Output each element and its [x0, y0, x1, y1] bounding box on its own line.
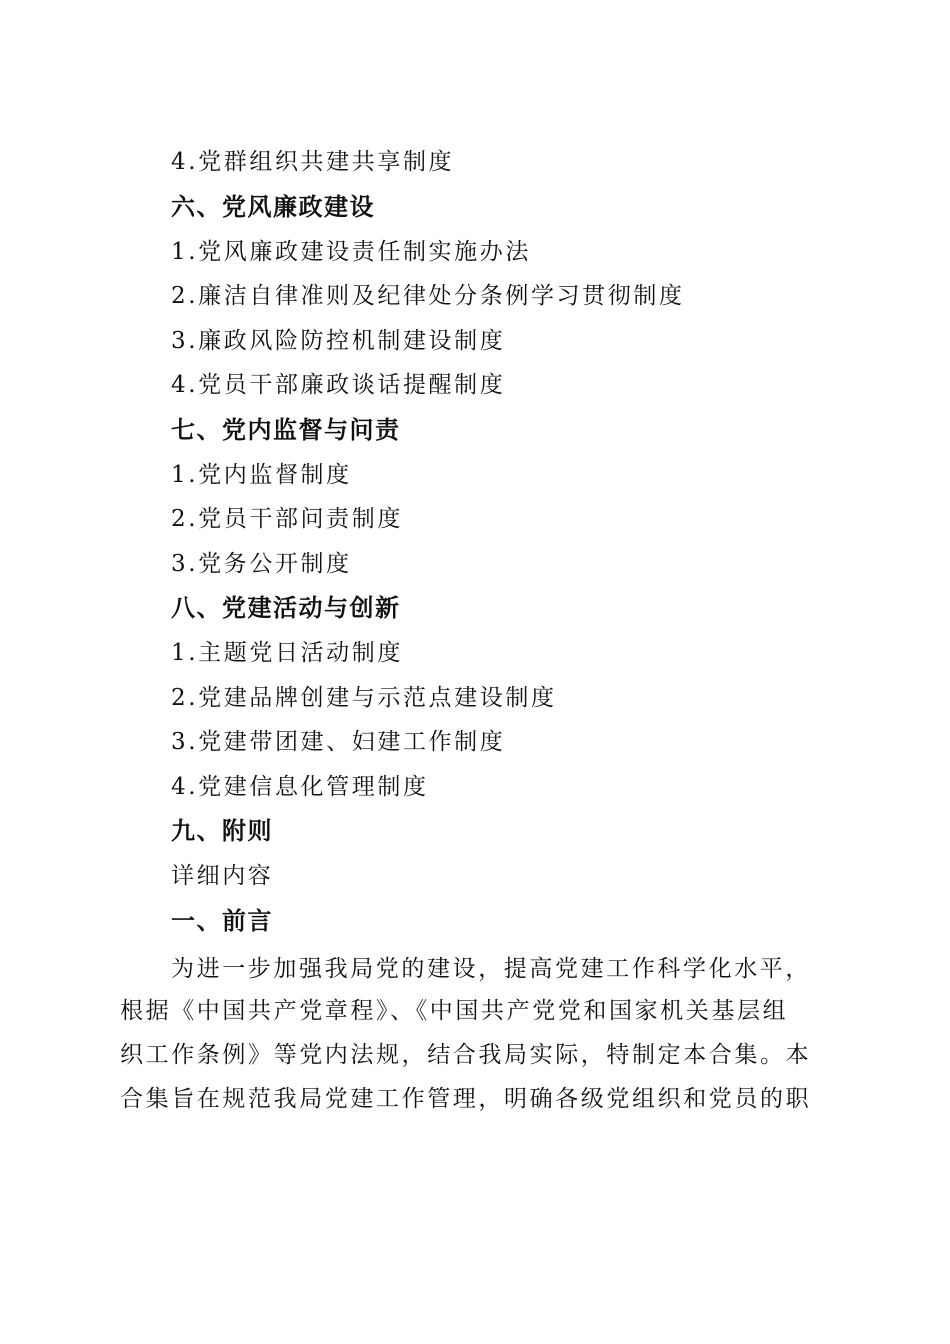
paragraph-line: 根据《中国共产党章程》、《中国共产党党和国家机关基层组	[120, 998, 789, 1024]
list-item: 1.主题党日活动制度	[171, 640, 403, 666]
list-item: 4.党员干部廉政谈话提醒制度	[171, 372, 506, 398]
paragraph-line: 为进一步加强我局党的建设，提高党建工作科学化水平，	[171, 956, 811, 982]
section-heading: 七、党内监督与问责	[171, 416, 401, 444]
list-item: 1.党风廉政建设责任制实施办法	[171, 239, 531, 265]
section-heading: 八、党建活动与创新	[171, 594, 401, 622]
list-item: 4.党群组织共建共享制度	[171, 149, 455, 175]
list-item: 2.党建品牌创建与示范点建设制度	[171, 685, 557, 711]
section-heading: 九、附则	[171, 817, 273, 845]
paragraph-line: 合集旨在规范我局党建工作管理，明确各级党组织和党员的职	[120, 1086, 812, 1112]
list-item: 1.党内监督制度	[171, 462, 352, 488]
list-item: 4.党建信息化管理制度	[171, 774, 429, 800]
section-heading: 六、党风廉政建设	[171, 193, 375, 221]
list-item: 3.党务公开制度	[171, 551, 352, 577]
section-heading: 一、前言	[171, 907, 273, 935]
list-item: 3.党建带团建、妇建工作制度	[171, 729, 506, 755]
list-item: 2.党员干部问责制度	[171, 506, 403, 532]
paragraph-line: 织工作条例》等党内法规，结合我局实际，特制定本合集。本	[120, 1042, 812, 1068]
list-item: 2.廉洁自律准则及纪律处分条例学习贯彻制度	[171, 283, 685, 309]
list-item: 3.廉政风险防控机制建设制度	[171, 328, 506, 354]
list-item: 详细内容	[171, 863, 274, 889]
